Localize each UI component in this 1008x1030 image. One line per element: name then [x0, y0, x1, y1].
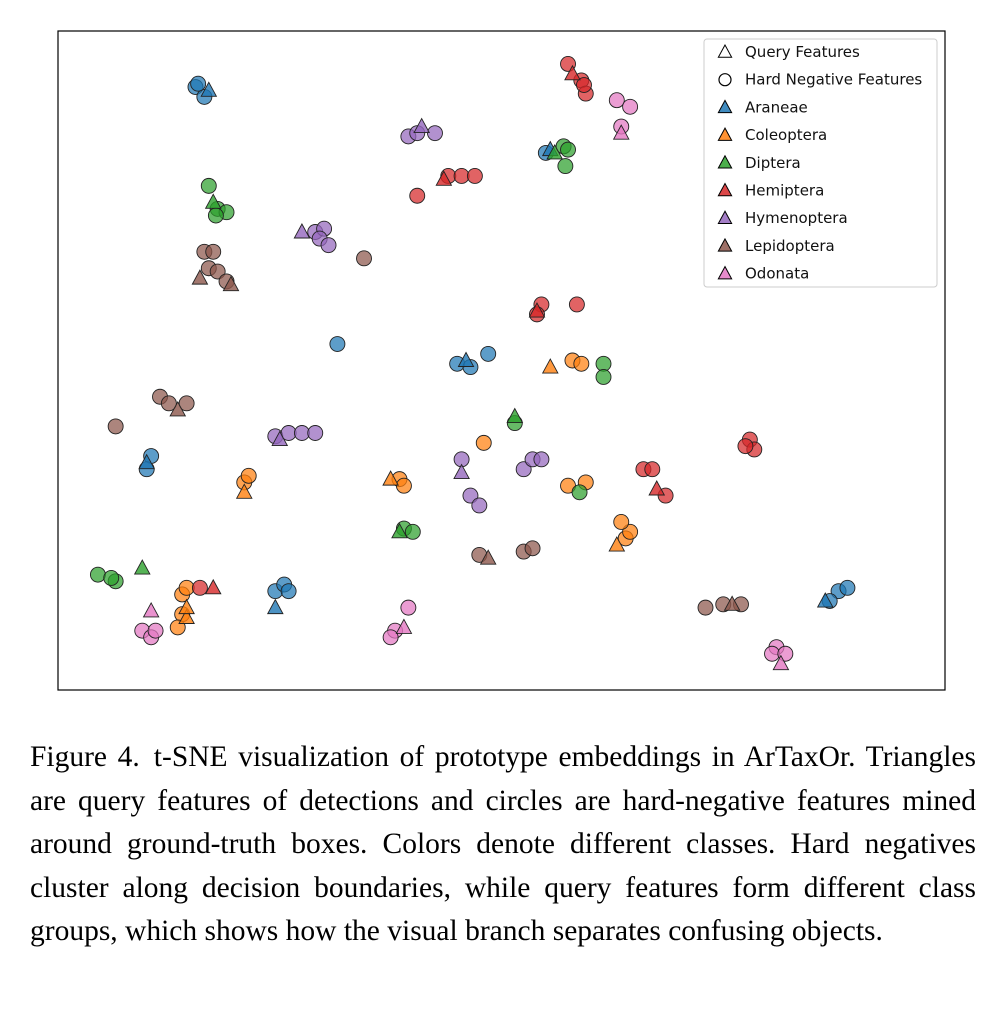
negative-point-araneae: [330, 337, 345, 352]
negative-point-araneae: [281, 584, 296, 599]
negative-point-odonata: [401, 600, 416, 615]
caption-text: t-SNE visualization of prototype embeddings in ArTaxOr. Triangles are query features of detections and circles are hard-negative features mined around ground-truth boxes. Colors denote different classes. Hard negatives cluster along decision boundaries, while query features form different class groups, which shows how the visual branch separates confusing objects.: [30, 741, 976, 947]
figure-caption: [30, 736, 976, 954]
negative-point-hymenoptera: [294, 425, 309, 440]
legend-label-araneae: Araneae: [745, 98, 808, 117]
negative-point-hymenoptera: [472, 498, 487, 513]
negative-point-coleoptera: [241, 468, 256, 483]
negative-point-lepidoptera: [357, 251, 372, 266]
negative-point-hemiptera: [192, 580, 207, 595]
negative-point-diptera: [572, 485, 587, 500]
figure-label: Figure 4.: [30, 741, 140, 773]
negative-point-hymenoptera: [308, 425, 323, 440]
negative-point-odonata: [148, 623, 163, 638]
negative-point-odonata: [623, 99, 638, 114]
negative-point-hymenoptera: [427, 126, 442, 141]
negative-point-hemiptera: [569, 297, 584, 312]
negative-point-hymenoptera: [534, 452, 549, 467]
negative-point-diptera: [561, 142, 576, 157]
negative-point-diptera: [405, 524, 420, 539]
negative-point-diptera: [596, 369, 611, 384]
negative-point-coleoptera: [396, 478, 411, 493]
negative-point-hemiptera: [410, 188, 425, 203]
negative-point-odonata: [609, 93, 624, 108]
negative-point-odonata: [383, 630, 398, 645]
negative-point-odonata: [765, 646, 780, 661]
legend-label-lepidoptera: Lepidoptera: [745, 236, 835, 255]
legend-label-odonata: Odonata: [745, 264, 810, 283]
legend-label-query-features: Query Features: [745, 43, 860, 61]
legend-label-coleoptera: Coleoptera: [745, 126, 828, 145]
negative-point-lepidoptera: [108, 419, 123, 434]
negative-point-hymenoptera: [321, 238, 336, 253]
legend-label-hard-negative-features: Hard Negative Features: [745, 70, 923, 89]
negative-point-araneae: [481, 346, 496, 361]
negative-point-coleoptera: [614, 514, 629, 529]
negative-point-hemiptera: [738, 439, 753, 454]
negative-point-coleoptera: [476, 435, 491, 450]
negative-point-diptera: [104, 570, 119, 585]
negative-point-coleoptera: [179, 580, 194, 595]
negative-point-lepidoptera: [525, 541, 540, 556]
negative-point-diptera: [201, 178, 216, 193]
negative-point-diptera: [90, 567, 105, 582]
negative-point-lepidoptera: [698, 600, 713, 615]
negative-point-diptera: [208, 208, 223, 223]
negative-point-coleoptera: [574, 356, 589, 371]
legend-label-diptera: Diptera: [745, 153, 801, 172]
negative-point-lepidoptera: [206, 244, 221, 259]
legend-label-hymenoptera: Hymenoptera: [745, 209, 848, 228]
negative-point-hemiptera: [454, 168, 469, 183]
negative-point-hemiptera: [645, 462, 660, 477]
negative-point-hemiptera: [467, 168, 482, 183]
legend-marker-hard-negative-features: [719, 74, 731, 86]
negative-point-araneae: [840, 580, 855, 595]
legend: [704, 39, 937, 287]
negative-point-diptera: [558, 159, 573, 174]
legend-label-hemiptera: Hemiptera: [745, 181, 825, 200]
negative-point-araneae: [191, 76, 206, 91]
